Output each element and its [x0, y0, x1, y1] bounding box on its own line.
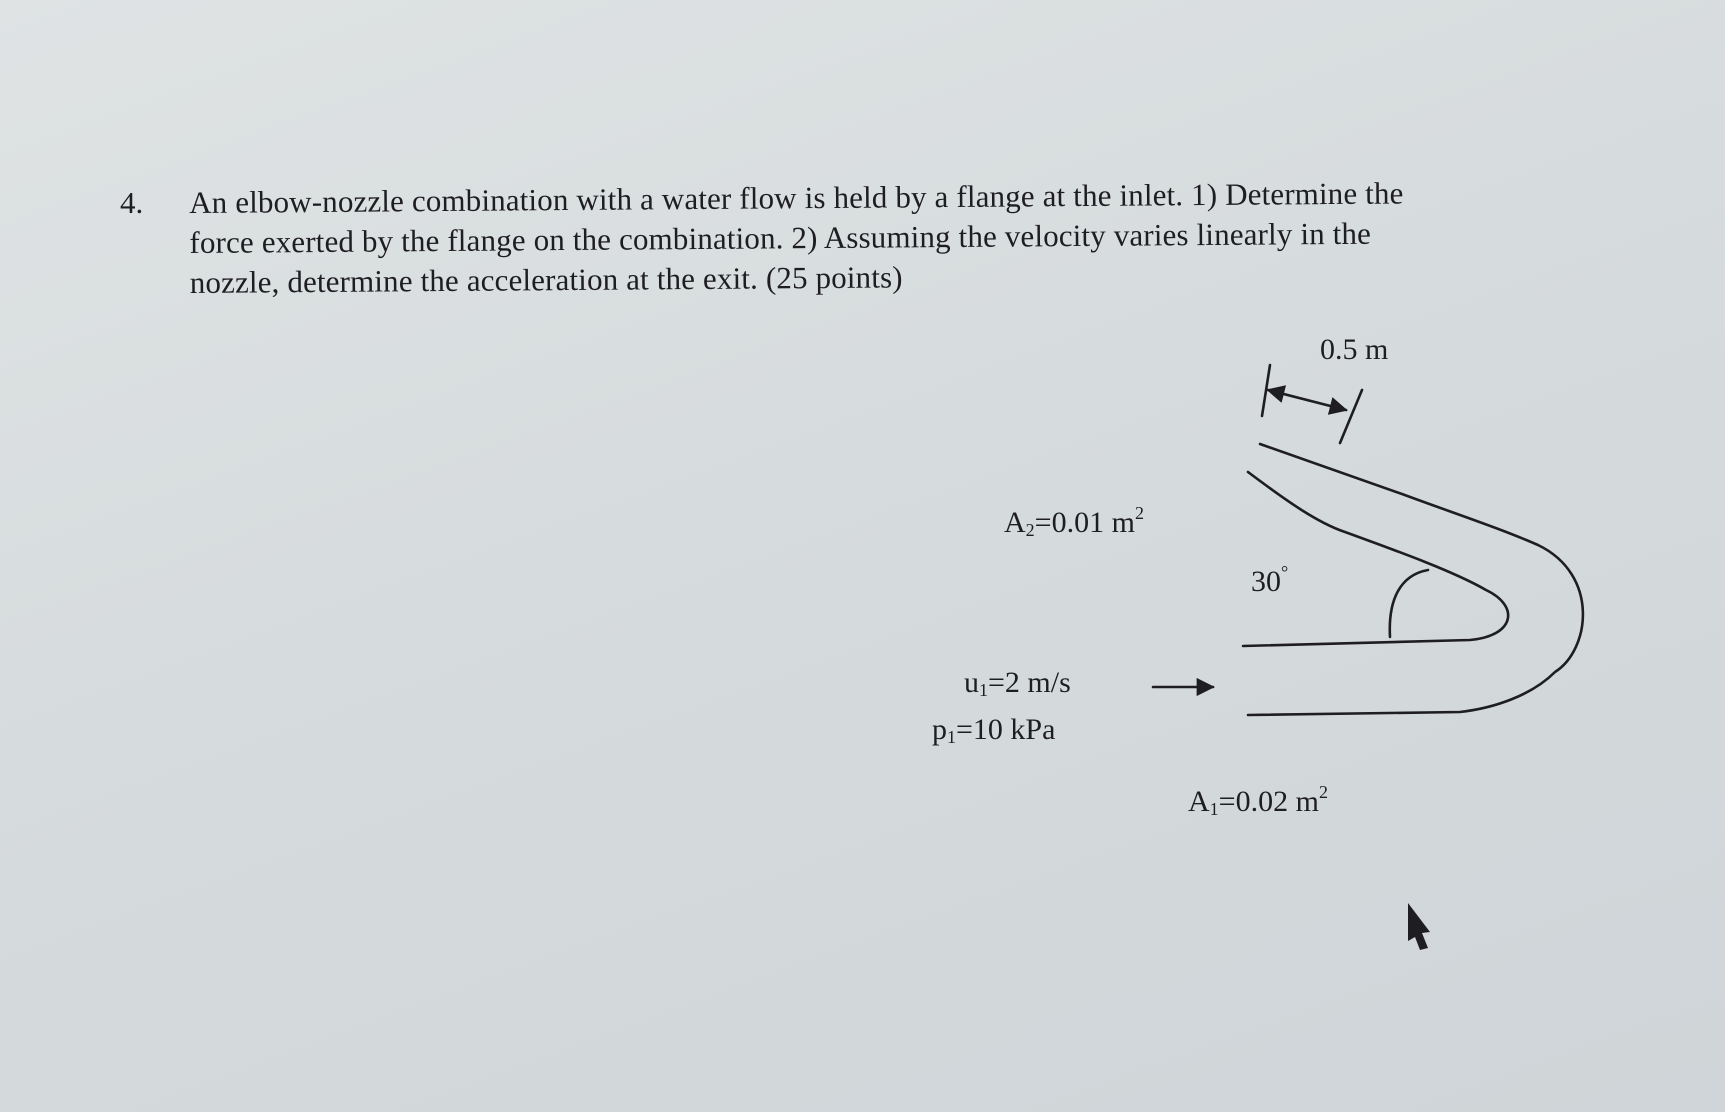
inlet-area-exponent: 2	[1318, 782, 1328, 802]
inlet-pressure-value: =10 kPa	[956, 713, 1056, 746]
problem-number: 4.	[120, 185, 144, 220]
angle-value: 30	[1251, 565, 1281, 598]
inlet-area-value: =0.02 m	[1218, 785, 1319, 818]
dimension-tick-right	[1340, 390, 1362, 443]
inlet-area-symbol: A	[1188, 785, 1210, 818]
outlet-area-value: =0.01 m	[1034, 506, 1135, 539]
inlet-area-subscript: 1	[1209, 799, 1219, 819]
outlet-area-exponent: 2	[1134, 503, 1144, 523]
inlet-velocity-symbol: u	[964, 666, 979, 699]
problem-line-3: nozzle, determine the acceleration at the exit. (25 points)	[189, 259, 903, 300]
inlet-velocity-value: =2 m/s	[988, 666, 1071, 699]
problem-line-1: An elbow-nozzle combination with a water flow is held by a flange at the inlet. 1) Determine the	[189, 175, 1404, 220]
angle-label	[1251, 555, 1288, 599]
angle-degree-mark: °	[1281, 562, 1289, 582]
length-label: 0.5 m	[1320, 333, 1389, 366]
inlet-velocity-subscript: 1	[979, 680, 988, 700]
outlet-area-symbol: A	[1004, 506, 1026, 539]
inlet-velocity-label	[964, 666, 1071, 707]
dimension-arrow	[1268, 390, 1346, 410]
inlet-area-label	[1188, 775, 1328, 826]
outlet-area-label	[1004, 496, 1144, 547]
inlet-pressure-label	[932, 713, 1055, 754]
inlet-pressure-subscript: 1	[947, 727, 956, 747]
cursor-icon	[1408, 903, 1430, 950]
problem-line-2: force exerted by the flange on the combination. 2) Assuming the velocity varies linearly in the	[189, 215, 1372, 260]
inlet-pressure-symbol: p	[932, 713, 947, 746]
angle-arc	[1390, 570, 1428, 637]
outlet-area-subscript: 2	[1025, 520, 1035, 540]
outer-wall	[1248, 444, 1583, 715]
